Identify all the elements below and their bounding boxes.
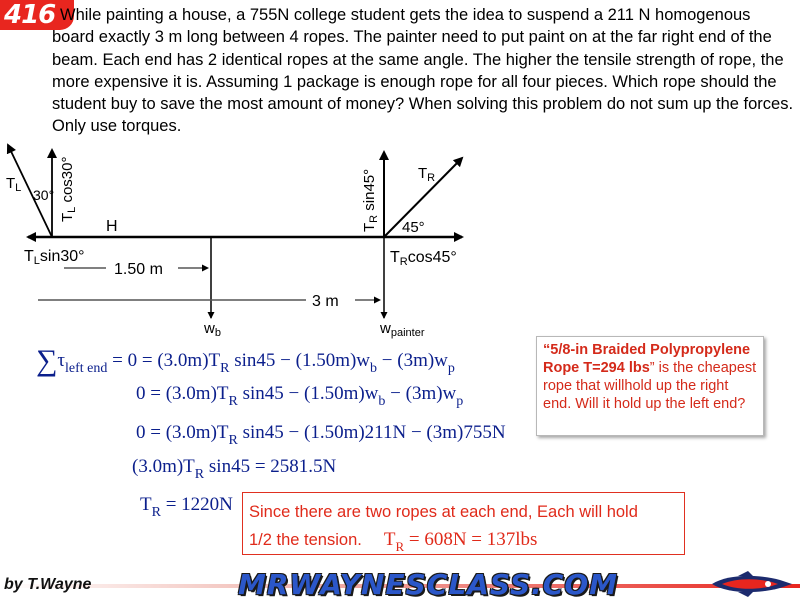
torque-equation-4: $(3.0m)T_R$ sin45 = 2581.5N (132, 456, 337, 482)
torque-equation-5: $T_R = 1220N$ (140, 494, 233, 520)
rope-callout-text: ” is the cheapest rope that willhold up the right end. Will it hold up the left end? (543, 360, 757, 412)
torque-equation-1: $\sum\tau_{left end} = 0 = (3.0m)T_R$ $\sin 45 - (1.50m)w_b - (3m)w_p$ (36, 344, 455, 377)
tr-sin-label: $T_R$ sin45° (361, 168, 380, 232)
free-body-diagram (0, 140, 800, 340)
answer-line-1: Since there are two ropes at each end, Each will hold (249, 503, 638, 521)
dist-150-label: 1.50 m (114, 261, 163, 278)
tr-cos-label: TRcos45° (390, 249, 457, 268)
slide-number: 416 (4, 0, 56, 30)
answer-line-2: 1/2 the tension. $T_R = 608N = 137lbs$ (249, 529, 538, 554)
rope-callout (536, 336, 764, 436)
rocket-icon (708, 570, 794, 598)
tl-cos-label: $T_L$ cos30° (59, 156, 78, 222)
wb-label: $w_b$ (204, 320, 221, 339)
h-label: H (106, 218, 118, 235)
answer-box (242, 492, 685, 555)
dist-3-label: 3 m (312, 293, 339, 310)
tl-sin-label: TLsin30° (24, 248, 85, 267)
wpainter-label: $w_{painter}$ (380, 320, 425, 339)
problem-statement: While painting a house, a 755N college student gets the idea to suspend a 211 N homogenous board exactly 3 m long between 4 ropes. The painter need to put paint on at the far right end of the beam. Each end has 2 identical ropes at the same angle. The higher the tensile strength of rope, the more expensive it is. Assuming 1 package is enough rope for all four pieces. Which rope should the student buy to save the most amount of money? When solving this problem do not sum up the forces. Only use torques. (52, 6, 794, 136)
torque-equation-2: $0 = (3.0m)T_R$ $\sin 45 - (1.50m)w_b - (3m)w_p$ (136, 383, 464, 409)
author-credit: by T.Wayne (4, 576, 92, 593)
torque-equation-3: $0 = (3.0m)T_R$ sin45 − (1.50m)211N − (3m)755N (136, 422, 506, 448)
tl-angle-label: 30° (33, 187, 55, 203)
site-logo: MRWAYNESCLASS.COM (238, 568, 619, 601)
tr-label: $T_R$ (418, 165, 436, 184)
tl-label: $T_L$ (6, 175, 22, 194)
rope-callout-quote: “5/8-in Braided Polypropylene Rope T=294 lbs (543, 342, 751, 376)
tr-angle-label: 45° (402, 219, 425, 236)
